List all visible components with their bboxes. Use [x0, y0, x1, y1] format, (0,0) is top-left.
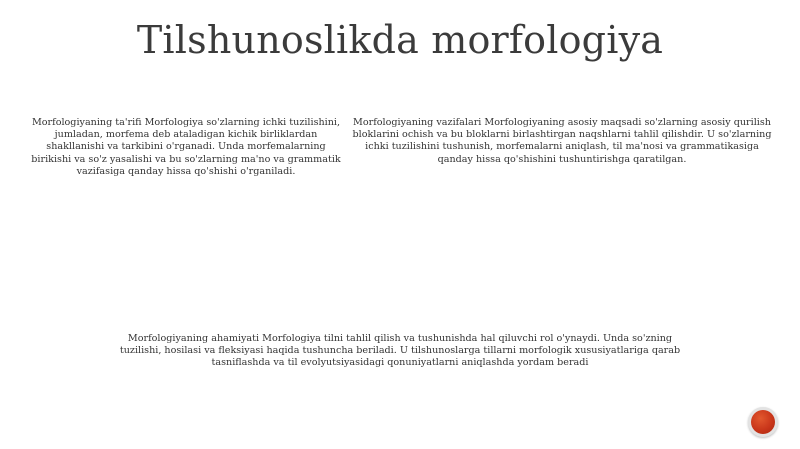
paragraph-importance: Morfologiyaning ahamiyati Morfologiya tilni tahlil qilish va tushunishda hal qiluvchi rol o'ynaydi. Unda so'zning tuzilishi, hosilasi va fleksiyasi haqida tushuncha beriladi. U tilshunoslarga tillarni morfologik xususiyatlariga qarab tasniflashda va til evolyutsiyasidagi qonuniyatlarni aniqlashda yordam beradi [119, 333, 681, 369]
red-circle-icon [751, 410, 775, 434]
slide-nav-button[interactable] [748, 407, 778, 437]
paragraph-functions: Morfologiyaning vazifalari Morfologiyaning asosiy maqsadi so'zlarning asosiy qurilish bloklarini ochish va bu bloklarni birlashtirgan naqshlarni tahlil qilishdir. U so'zlarning ichki tuzilishini tushunish, morfemalarni aniqlash, til ma'nosi va grammatikasiga qanday hissa qo'shishini tushuntirishga qaratilgan. [352, 117, 772, 165]
slide-title: Tilshunoslikda morfologiya [136, 18, 664, 62]
paragraph-definition: Morfologiyaning ta'rifi Morfologiya so'zlarning ichki tuzilishini, jumladan, morfema deb ataladigan kichik birliklardan shakllanishi va tarkibini o'rganadi. Unda morfemalarning birikishi va so'z yasalishi va bu so'zlarning ma'no va grammatik vazifasiga qanday hissa qo'shishi o'rganiladi. [31, 117, 341, 177]
